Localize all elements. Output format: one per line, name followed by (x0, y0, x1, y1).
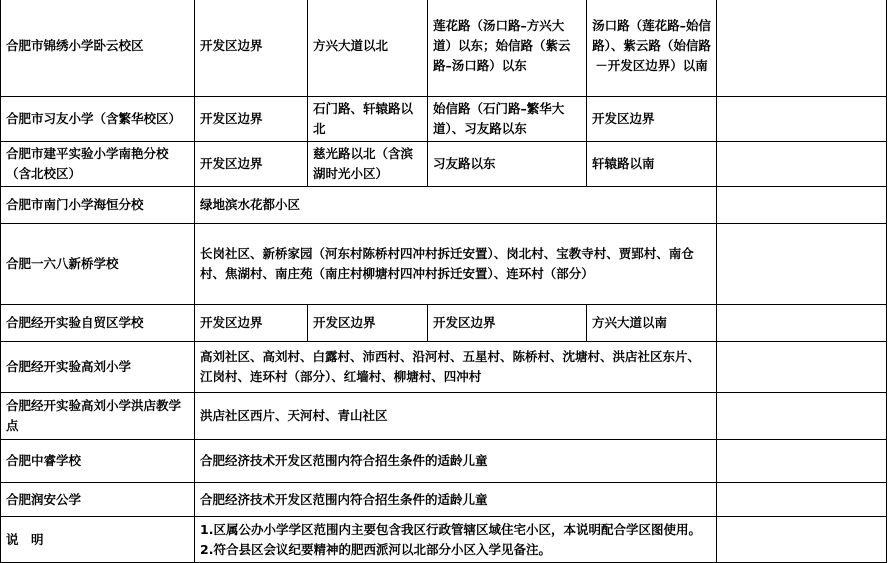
empty-cell (717, 483, 887, 517)
table-row (1, 0, 887, 97)
school-name: 合肥一六八新桥学校 (1, 224, 195, 305)
district-area: 合肥经济技术开发区范围内符合招生条件的适龄儿童 (195, 483, 717, 517)
boundary-south: 开发区边界 (428, 305, 587, 342)
empty-cell (717, 224, 887, 305)
boundary-north: 方兴大道以南 (587, 305, 717, 342)
table-row (1, 517, 887, 563)
district-area: 高刘社区、高刘村、白露村、沛西村、沿河村、五星村、陈桥村、沈塘村、洪店社区东片、江岗村、连环村（部分）、红墙村、柳塘村、四冲村 (195, 342, 717, 393)
table-row (1, 187, 887, 224)
district-area: 长岗社区、新桥家园（河东村陈桥村四冲村拆迁安置）、岗北村、宝教寺村、贾郢村、南仓村、焦湖村、南庄苑（南庄村柳塘村四冲村拆迁安置）、连环村（部分） (195, 224, 717, 305)
empty-cell (717, 187, 887, 224)
table-row (1, 440, 887, 483)
school-name: 合肥经开实验自贸区学校 (1, 305, 195, 342)
empty-cell (717, 142, 887, 187)
empty-cell (717, 97, 887, 142)
table-row (1, 483, 887, 517)
district-area: 洪店社区西片、天河村、青山社区 (195, 393, 717, 440)
school-name: 合肥润安公学 (1, 483, 195, 517)
boundary-west: 开发区边界 (308, 305, 428, 342)
empty-cell (717, 440, 887, 483)
table-row (1, 97, 887, 142)
district-area: 绿地滨水花都小区 (195, 187, 717, 224)
boundary-north: 轩辕路以南 (587, 142, 717, 187)
table-row (1, 142, 887, 187)
boundary-west: 方兴大道以北 (308, 0, 428, 97)
boundary-east: 开发区边界 (195, 142, 308, 187)
boundary-south: 始信路（石门路–繁华大道）、习友路以东 (428, 97, 587, 142)
district-area: 合肥经济技术开发区范围内符合招生条件的适龄儿童 (195, 440, 717, 483)
boundary-east: 开发区边界 (195, 305, 308, 342)
empty-cell (717, 393, 887, 440)
school-name: 合肥中睿学校 (1, 440, 195, 483)
empty-cell (717, 342, 887, 393)
table-row (1, 342, 887, 393)
boundary-west: 石门路、轩辕路以北 (308, 97, 428, 142)
table-row (1, 393, 887, 440)
school-name: 合肥市锦绣小学卧云校区 (1, 0, 195, 97)
boundary-west: 慈光路以北（含滨湖时光小区） (308, 142, 428, 187)
boundary-north: 汤口路（莲花路–始信路）、紫云路（始信路－开发区边界）以南 (587, 0, 717, 97)
table-row (1, 224, 887, 305)
note-text: 1.区属公办小学学区范围内主要包含我区行政管辖区域住宅小区，本说明配合学区图使用。2.符合县区会议纪要精神的肥西派河以北部分小区入学见备注。 (195, 517, 717, 563)
boundary-north: 开发区边界 (587, 97, 717, 142)
boundary-south: 习友路以东 (428, 142, 587, 187)
school-name: 合肥市建平实验小学南艳分校（含北校区） (1, 142, 195, 187)
school-name: 合肥市习友小学（含繁华校区） (1, 97, 195, 142)
school-name: 合肥市南门小学海恒分校 (1, 187, 195, 224)
school-name: 合肥经开实验高刘小学 (1, 342, 195, 393)
boundary-south: 莲花路（汤口路–方兴大道）以东；始信路（紫云路–汤口路）以东 (428, 0, 587, 97)
empty-cell (717, 305, 887, 342)
boundary-east: 开发区边界 (195, 0, 308, 97)
school-name: 合肥经开实验高刘小学洪店教学点 (1, 393, 195, 440)
empty-cell (717, 517, 887, 563)
empty-cell (717, 0, 887, 97)
note-label: 说 明 (1, 517, 195, 563)
boundary-east: 开发区边界 (195, 97, 308, 142)
table-row (1, 305, 887, 342)
